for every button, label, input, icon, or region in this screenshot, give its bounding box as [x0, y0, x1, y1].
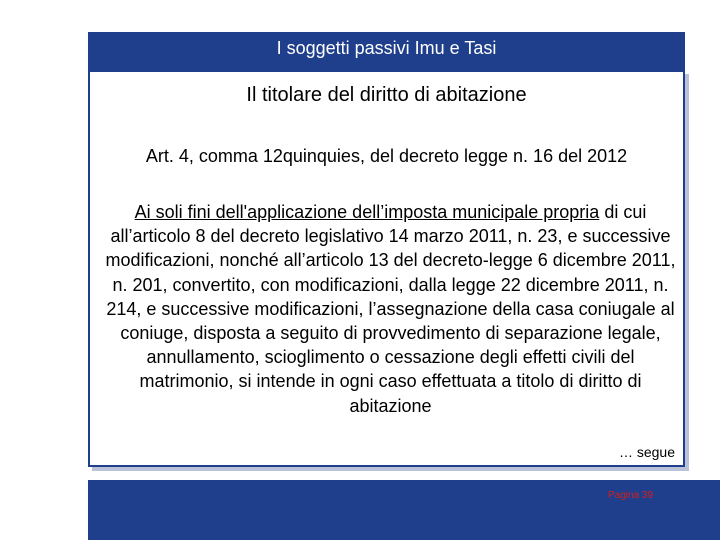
- continues-label: … segue: [618, 444, 675, 460]
- slide-title: I soggetti passivi Imu e Tasi: [276, 38, 497, 58]
- law-text-lead: Ai soli fini dell'applicazione dell’imposta municipale propria: [134, 202, 600, 222]
- law-text: [104, 200, 677, 418]
- slide-title-bar: [88, 32, 685, 70]
- content-box: [88, 70, 685, 467]
- footer-bar: [88, 480, 720, 540]
- page-number: Pagina 39: [608, 490, 654, 501]
- content-subtitle: Il titolare del diritto di abitazione: [246, 84, 527, 106]
- law-text-body: di cui all’articolo 8 del decreto legislativo 14 marzo 2011, n. 23, e successive modificazioni, nonché all’articolo 13 del decreto-legge 6 dicembre 2011, n. 201, convertito, con modificazioni, dalla legge 22 dicembre 2011, n. 214, e successive modificazioni, l’assegnazione della casa coniugale al coniuge, disposta a seguito di provvedimento di separazione legale, annullamento, scioglimento o cessazione degli effetti civili del matrimonio, si intende in ogni caso effettuata a titolo di diritto di abitazione: [105, 202, 676, 416]
- law-reference: Art. 4, comma 12quinquies, del decreto legge n. 16 del 2012: [145, 146, 628, 166]
